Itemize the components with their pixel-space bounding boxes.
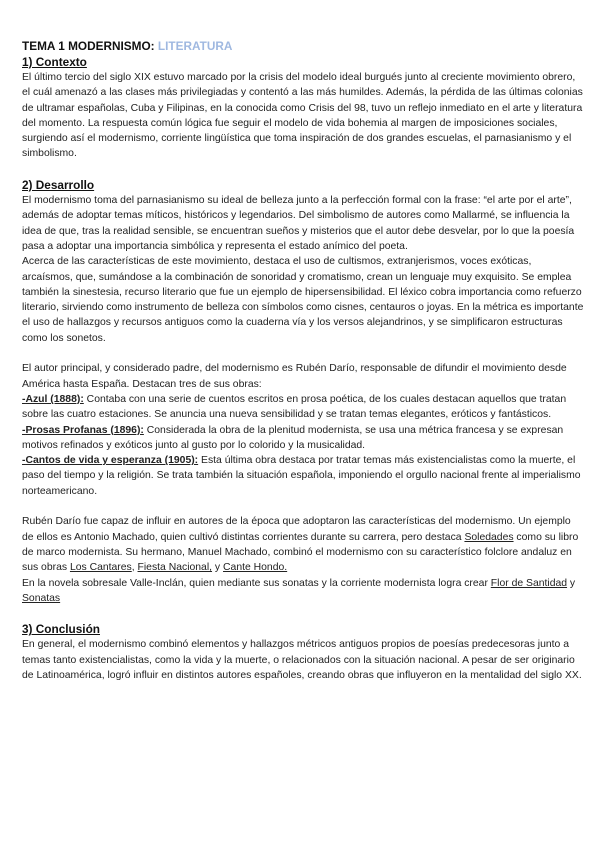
work-dash: - — [22, 424, 26, 436]
work-dash: - — [22, 455, 26, 467]
work-title-los-cantares: Los Cantares — [69, 562, 132, 574]
desarrollo-paragraph-1: El modernismo toma del parnasianismo su ideal de belleza junto a la perfección formal con la frase: “el arte por el arte”, además de adoptar temas míticos, históricos y legendarios. Del simbolismo de autores como Mallarmé, se influencia la idea de que, tras la realidad sensible, se encuentran sueños y misterios que el autor debe desvelar, por lo que la poesía pasa a adoptar una importancia simbólica y representa el estado anímico del poeta. — [22, 195, 575, 252]
work-title-soledades: Soledades — [464, 531, 514, 543]
desarrollo-paragraph-2: Acerca de las características de este movimiento, destaca el uso de cultismos, extranjerismos, voces exóticas, arcaísmos, que, sumándose a la combinación de sonoridad y cromatismo, crean un lenguaje muy exquisito. Se emplea también la sinestesia, recurso literario que fue un ejemplo de hipersensibilidad. El léxico cobra importancia como refuerzo literario, sirviendo como instrumento de belleza con símbolos como cisnes, centauros o joyas. En la métrica es importante el uso de hallazgos y recursos antiguos como la cuaderna vía y los versos alejandrinos, y se simplificaron estructuras como los sonetos. — [22, 256, 584, 344]
work-item-azul — [22, 392, 584, 423]
section-heading-conclusion: 3) Conclusión — [22, 622, 100, 637]
work-text-prosas-profanas: Considerada la obra de la plenitud modernista, se usa una métrica francesa y se expresan motivos refinados y exóticos junto al gusto por lo colorido y la musicalidad. — [22, 424, 564, 451]
work-text-cantos-de-vida: Esta última obra destaca por tratar temas más existencialistas como la muerte, el paso del tiempo y la religión. Se trata también la situación española, imponiendo el orgullo nacional frente al imperialismo norteamericano. — [22, 455, 581, 497]
section-heading-desarrollo: 2) Desarrollo — [22, 178, 95, 193]
work-title-cante-hondo: Cante Hondo. — [223, 562, 288, 574]
work-title-flor-de-santidad: Flor de Santidad — [490, 577, 568, 589]
title-main: TEMA 1 MODERNISMO: — [22, 39, 158, 53]
text-run: como su libro de marco modernista. Su hermano, Manuel Machado, combinó el modernismo con su característico folclore andaluz en sus obras — [22, 531, 579, 574]
desarrollo-paragraph-4 — [22, 514, 584, 575]
conclusion-paragraph: En general, el modernismo combinó elementos y hallazgos métricos antiguos propios de poesías predecesoras junto a temas tanto existencialistas, como la vida y la muerte, o relacionados con la situación nacional. A pesar de ser originario de Latinoamérica, logró influir en distintos autores españoles, creando obras que influyeron en la mentalidad del siglo XX. — [22, 639, 582, 681]
document-title — [22, 38, 584, 54]
title-accent: LITERATURA — [157, 39, 233, 53]
text-run: y — [212, 562, 224, 574]
text-run: , — [131, 562, 138, 574]
work-title-azul: Azul (1888): — [25, 393, 84, 405]
work-item-prosas-profanas — [22, 423, 584, 454]
work-item-cantos-de-vida — [22, 453, 584, 499]
document-page — [22, 38, 584, 683]
work-title-cantos-de-vida: Cantos de vida y esperanza (1905): — [25, 455, 199, 467]
work-text-azul: Contaba con una serie de cuentos escritos en prosa poética, de los cuales destacan aquellos que tratan sobre las cuatro estaciones. Se anuncia una nueva sensibilidad y se tratan temas elegantes, eróticos y fantásticos. — [22, 393, 567, 421]
desarrollo-paragraph-5 — [22, 576, 584, 607]
work-dash: - — [22, 393, 26, 405]
work-title-fiesta-nacional: Fiesta Nacional, — [137, 562, 213, 574]
work-title-sonatas: Sonatas — [22, 592, 61, 604]
work-title-prosas-profanas: Prosas Profanas (1896): — [25, 424, 144, 436]
section-heading-contexto: 1) Contexto — [22, 55, 87, 69]
text-run: En la novela sobresale Valle-Inclán, quien mediante sus sonatas y la corriente modernista logra crear — [22, 577, 491, 589]
contexto-paragraph: El último tercio del siglo XIX estuvo marcado por la crisis del modelo ideal burgués junto al creciente movimiento obrero, el cuál amenazó a las clases más privilegiadas y contentó a las más humildes. Además, la pérdida de las últimas colonias de ultramar españolas, Cuba y Filipinas, en la conocida como Crisis del 98, tuvo un reflejo inmediato en el arte y literatura del momento. La respuesta común lógica fue seguir el modelo de vida bohemia al margen de imposiciones sociales, surgiendo así el modernismo, corriente lingüística que toma inspiración de dos grandes escuelas, el parnasianismo y el simbolismo. — [22, 72, 583, 160]
text-run: Rubén Darío fue capaz de influir en autores de la época que adoptaron las características del modernismo. Un ejemplo de ellos es Antonio Machado, quien cultivó distintas corrientes durante su carrera, pero destaca — [22, 516, 571, 543]
text-run: y — [567, 577, 576, 589]
desarrollo-paragraph-3: El autor principal, y considerado padre, del modernismo es Rubén Darío, responsable de difundir el movimiento desde América hasta España. Destacan tres de sus obras: — [22, 363, 567, 390]
